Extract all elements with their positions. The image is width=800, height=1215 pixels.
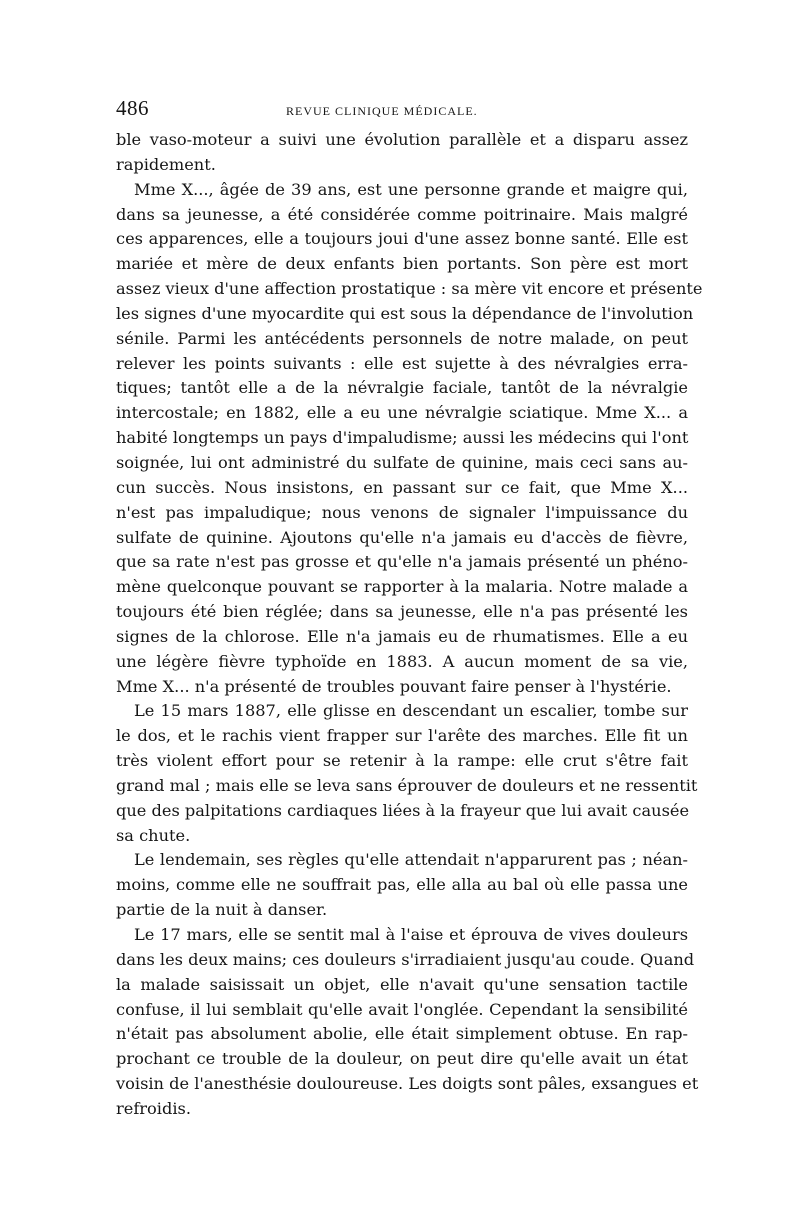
text-line: partie de la nuit à danser. <box>116 900 328 920</box>
text-line: confuse, il lui semblait qu'elle avait l'onglée. Cependant la sensibilité <box>116 999 688 1019</box>
text-line: sénile. Parmi les antécédents personnels de notre malade, on peut <box>116 328 688 348</box>
text-line: mariée et mère de deux enfants bien portants. Son père est mort <box>116 254 688 274</box>
text-line: que sa rate n'est pas grosse et qu'elle n'a jamais présenté un phéno- <box>116 552 688 572</box>
text-line: soignée, lui ont administré du sulfate de quinine, mais ceci sans au- <box>116 452 688 472</box>
text-line: très violent effort pour se retenir à la rampe: elle crut s'être fait <box>116 751 688 771</box>
text-line: prochant ce trouble de la douleur, on peut dire qu'elle avait un état <box>116 1049 688 1069</box>
text-line: toujours été bien réglée; dans sa jeunesse, elle n'a pas présenté les <box>116 602 688 622</box>
text-line: grand mal ; mais elle se leva sans éprouver de douleurs et ne ressentit <box>116 775 698 795</box>
text-line: dans sa jeunesse, a été considérée comme poitrinaire. Mais malgré <box>116 204 688 224</box>
text-line: n'était pas absolument abolie, elle était simplement obtuse. En rap- <box>116 1024 688 1044</box>
text-line: dans les deux mains; ces douleurs s'irradiaient jusqu'au coude. Quand <box>116 949 695 969</box>
page-header <box>116 96 688 122</box>
text-line: Le 17 mars, elle se sentit mal à l'aise et éprouva de vives douleurs <box>134 925 688 944</box>
page-number: 486 <box>116 96 149 120</box>
text-line: Le 15 mars 1887, elle glisse en descendant un escalier, tombe sur <box>134 701 688 721</box>
text-line: une légère fièvre typhoïde en 1883. A aucun moment de sa vie, <box>116 651 688 671</box>
text-line: mène quelconque pouvant se rapporter à la malaria. Notre malade a <box>116 577 688 597</box>
text-line: la malade saisissait un objet, elle n'avait qu'une sensation tactile <box>116 974 688 994</box>
text-line: les signes d'une myocardite qui est sous la dépendance de l'involution <box>116 303 694 323</box>
text-line: voisin de l'anesthésie douloureuse. Les doigts sont pâles, exsangues et <box>116 1074 699 1094</box>
text-line: tiques; tantôt elle a de la névralgie faciale, tantôt de la névralgie <box>116 378 688 398</box>
text-line: Mme X..., âgée de 39 ans, est une personne grande et maigre qui, <box>134 179 688 199</box>
text-line: moins, comme elle ne souffrait pas, elle alla au bal où elle passa une <box>116 875 688 895</box>
text-line: sa chute. <box>116 825 191 845</box>
text-line: intercostale; en 1882, elle a eu une névralgie sciatique. Mme X... a <box>116 403 688 423</box>
text-line: cun succès. Nous insistons, en passant sur ce fait, que Mme X... <box>116 477 688 497</box>
text-line: refroidis. <box>116 1098 191 1118</box>
text-line: sulfate de quinine. Ajoutons qu'elle n'a jamais eu d'accès de fièvre, <box>116 527 688 547</box>
text-line: le dos, et le rachis vient frapper sur l'arête des marches. Elle fit un <box>116 726 688 746</box>
text-line: assez vieux d'une affection prostatique : sa mère vit encore et présente <box>116 279 703 299</box>
body-text <box>116 128 703 1122</box>
running-title: REVUE CLINIQUE MÉDICALE. <box>286 104 478 118</box>
text-line: rapidement. <box>116 154 216 174</box>
text-line: ble vaso-moteur a suivi une évolution parallèle et a disparu assez <box>116 130 688 149</box>
text-line: que des palpitations cardiaques liées à la frayeur que lui avait causée <box>116 800 690 820</box>
text-line: ces apparences, elle a toujours joui d'une assez bonne santé. Elle est <box>116 229 688 249</box>
book-page <box>116 96 703 1122</box>
text-line: Le lendemain, ses règles qu'elle attendait n'apparurent pas ; néan- <box>134 850 688 870</box>
text-line: Mme X... n'a présenté de troubles pouvant faire penser à l'hystérie. <box>116 676 672 696</box>
text-line: habité longtemps un pays d'impaludisme; aussi les médecins qui l'ont <box>116 428 689 448</box>
text-line: relever les points suivants : elle est sujette à des névralgies erra- <box>116 353 688 373</box>
text-line: n'est pas impaludique; nous venons de signaler l'impuissance du <box>116 502 688 522</box>
text-line: signes de la chlorose. Elle n'a jamais eu de rhumatismes. Elle a eu <box>116 626 688 646</box>
